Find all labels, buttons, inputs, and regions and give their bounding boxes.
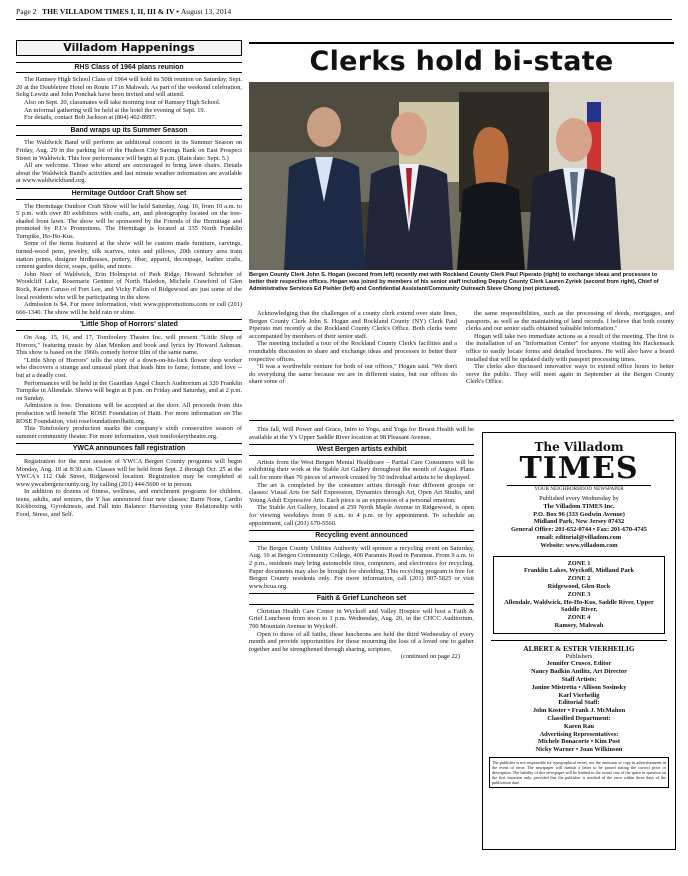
paragraph: Artists from the West Bergen Mental Healthcare – Partial Care Consumers will be exhibiting their work at the Stable Art Gallery throughout the month of August. Plans call for more than 70 pieces of artwork created by 50 individual artists to be displayed. — [249, 458, 474, 481]
middle-column — [249, 426, 474, 661]
masthead-pub-line: Published every Wednesday by — [539, 495, 619, 502]
publishers-names: ALBERT & ESTER VIERHEILIG — [523, 643, 635, 653]
paragraph: Open to those of all faiths, these luncheons are held the third Wednesday of every month and provide opportunities for those mourning the loss of a loved one to gather together and be strengthened through sharing, scripture, — [249, 630, 474, 653]
paragraph: The Hermitage Outdoor Craft Show will be held Saturday, Aug. 16, from 10 a.m. to 5 p.m. with over 80 exhibitors with crafts, art, and photography located on the tree-shaded front lawn. The show will be sponsored by the Friends of the Hermitage and promoted by P.J.'s Promotions. The Hermitage is located at 335 North Franklin Turnpike, Ho-Ho-Kus. — [16, 202, 242, 240]
headline-band: Band wraps up its Summer Season — [16, 125, 242, 137]
continued-note: (continued on page 22) — [400, 653, 460, 661]
staff-artists: Janine Mistretta • Allison Sosinsky — [531, 683, 627, 691]
paragraph: Some of the items featured at the show will be custom made furniture, carvings, turned-wood pens, jewelry, silk scarves, totes and pillows, 20th century area train station prints, designer birdhouses, pottery, fiber, apparel, decoupage, leather crafts, cement garden décor, soaps, quilts, and more. — [16, 240, 242, 271]
masthead-the: The Villadom — [534, 440, 624, 454]
masthead-tagline: YOUR NEIGHBORHOOD NEWSPAPER — [507, 485, 651, 493]
zone-name: ZONE 4 — [567, 614, 591, 622]
paragraph: The Bergen County Utilities Authority will sponsor a recycling event on Saturday, Aug. 16 at Bergen Community College, 400 Paramus Road in Paramus. From 9 a.m. to 2 p.m., residents may bring automobile tires, computers, and electronics for recycling. Paper documents may also be brought for shredding. This recycling program is free for Bergen County residents only. For more information, call (201) 807-5825 or visit www.bcua.org. — [249, 544, 474, 590]
paragraph: Hogan will take two immediate actions as a result of the meeting. The first is the installation of an "Information Center" for anyone visiting his Hackensack office to easily locate forms and detailed brochures. He will also have a board installed that will be updated daily with passport processing times. — [466, 332, 674, 363]
editorial-staff-label: Editorial Staff: — [558, 699, 600, 707]
paragraph: The Stable Art Gallery, located at 259 North Maple Avenue in Ridgewood, is open for viewing weekdays from 9 a.m. to 4 p.m. or by appointment. To schedule an appointment, call (201) 670-5560. — [249, 504, 474, 527]
section-banner: Villadom Happenings — [16, 40, 242, 56]
paragraph: "Little Shop of Horrors" tells the story of a down-on-his-luck flower shop worker who discovers a strange and unusual plant that leads him to fame, fortune, and love -- but at a deadly cost. — [16, 356, 242, 379]
classified-staff: Karen Rau — [563, 722, 595, 730]
liability-notice: The publisher is not responsible for typographical errors, nor the omission of copy in advertisements in the event of error. The newspaper will furnish a letter to be posted stating the correct price or description. The liability of this newspaper will be limited to the actual cost of the space in question on the first insertion only, provided that the publisher is notified of the error within three days of the publication date. — [489, 757, 669, 788]
photo-illustration — [249, 82, 674, 270]
paragraph: Admission is free. Donations will be accepted at the door. All proceeds from this production will benefit The ROSE Foundation of Haiti. For more information on The ROSE Foundation, visit rosefoundationofhaiti.org. — [16, 402, 242, 425]
masthead-box — [482, 432, 676, 850]
paragraph: Acknowledging that the challenges of a county clerk extend over state lines, Bergen County Clerk John S. Hogan and Rockland County (NY) Clerk Paul Piperato met recently at the Rockland County Clerk's Office. Both clerks were accompanied by members of their senior staff. — [249, 310, 457, 340]
feature-headline: Clerks hold bi-state — [249, 42, 674, 82]
editorial-staff: John Koster • Frank J. McMahon — [532, 707, 626, 715]
paragraph: In addition to dozens of fitness, wellness, and enrichment programs for children, teens, adults, and seniors, the Y has announced four new classes: Barre None, Cardio Kickboxing, Gyrokinesis, and Fall into Balance: Harvesting your Relationship with Food, Stress, and Self. — [16, 488, 242, 519]
classified-label: Classified Department: — [547, 714, 611, 722]
zone-towns: Allendale, Waldwick, Ho-Ho-Kus, Saddle River, Upper Saddle River, — [504, 598, 654, 614]
masthead-email: email: editorial@villadom.com — [536, 533, 622, 541]
paragraph: This Tomfoolery production marks the company's sixth consecutive season of summer community theater. For more information, visit tomfoolerytheatre.org. — [16, 425, 242, 440]
zones-box — [493, 556, 665, 634]
headline-artists: West Bergen artists exhibit — [249, 444, 474, 456]
paragraph: The Waldwick Band will perform an additional concert in its Summer Season on Friday, Aug. 29 in the parking lot of the Hudson City Savings Bank on East Prospect Street in Waldwick. This free performance will begin at 8 p.m. (Rain date: Sept. 5.) — [16, 139, 242, 162]
headline-reunion: RHS Class of 1964 plans reunion — [16, 62, 242, 74]
masthead-website: Website: www.villadom.com — [540, 541, 618, 549]
masthead-logo: TIMES — [519, 451, 639, 486]
paragraph: Registration for the next session of YWCA Bergen County programs will begin Monday, Aug. 18 at 8:30 a.m. Classes will be held from Sept. 2 through Oct. 25 at the YWCA's 112 Oak Street, Ridgewood location. Registration may be completed at www.ywcabergencounty.org, by calling (201) 444-5600 or in person. — [16, 457, 242, 488]
zone-name: ZONE 2 — [567, 575, 591, 583]
paragraph: This fall, Will Power and Grace, Intro to Yoga, and Yoga for Breast Health will be available at the Y's Upper Saddle River location at 98 Pleasant Avenue. — [249, 426, 474, 441]
headline-luncheon: Faith & Grief Luncheon set — [249, 593, 474, 605]
running-header — [16, 7, 231, 16]
header-separator: • — [176, 7, 179, 16]
issue-date: August 13, 2014 — [180, 7, 232, 16]
staff-artists-label: Staff Artists: — [561, 675, 597, 683]
feature-col-1 — [249, 310, 457, 386]
zone-name: ZONE 3 — [567, 590, 591, 598]
zone-towns: Franklin Lakes, Wyckoff, Midland Park — [523, 567, 635, 575]
left-column — [16, 40, 242, 519]
feature-col-2 — [466, 310, 674, 386]
editor-line: Jennifer Crusco, Editor — [546, 660, 612, 668]
headline-little-shop: 'Little Shop of Horrors' slated — [16, 319, 242, 331]
masthead-pub-line: The Villadom TIMES Inc. — [543, 502, 615, 510]
advertising-label: Advertising Representatives: — [539, 730, 619, 738]
paragraph: The art is completed by the consumer artists through four different groups or classes: Visual Arts for Self Expression, Dynamics through Art, Open Art Studio, and Young Adult Expressive Arts. Each piece is an expression of a personal emotion. — [249, 481, 474, 504]
zone-towns: Ramsey, Mahwah — [554, 621, 604, 629]
feature-rule — [249, 420, 674, 421]
paragraph: Christian Health Care Center in Wyckoff and Valley Hospice will host a Faith & Grief Luncheon from noon to 1 p.m. Wednesday, Aug. 20, in the CHCC Auditorium, 700 Mountain Avenue in Wyckoff. — [249, 607, 474, 631]
staff-artists: Karl Vierheilig — [558, 691, 600, 699]
paragraph: The clerks also discussed innovative ways to extend office hours to better serve the public. They will meet again in September at the Bergen County Clerk's Office. — [466, 363, 674, 386]
page-number: Page 2 — [16, 7, 37, 16]
paragraph: Admission is $4. For more information, visit www.pjspromotions.com or call (201) 666-1340. The show will be held rain or shine. — [16, 301, 242, 316]
paragraph: The meeting included a tour of the Rockland County Clerk's facilities and a roundtable discussion to share and exchange ideas and processes to better their respective offices. — [249, 340, 457, 363]
headline-recycling: Recycling event announced — [249, 530, 474, 542]
headline-ywca: YWCA announces fall registration — [16, 443, 242, 455]
header-rule — [16, 19, 672, 20]
publishers-label: Publishers — [565, 652, 593, 660]
photo-caption: Bergen County Clerk John S. Hogan (second from left) recently met with Rockland County Clerk Paul Piperato (right) to exchange ideas and processes to better their respective offices. Hogan was joined by members of his senior staff including Deputy County Clerk Lauren Zyriek (second from right), Chief of Administrative Services Ed Piehler (left) and Confidential Assistant/Community Outreach Steve Chong (not pictured). — [249, 272, 659, 292]
paragraph: Also on Sept. 20, classmates will take morning tour of Ramsey High School. — [24, 98, 221, 106]
paragraph: John Neer of Waldwick, Erin Holmqvist of Park Ridge, Howard Schrieber of Woodcliff Lake, Rosemarie Gentner of North Haledon, Michele Crawford of Glen Rock, Karen Caruso of Fort Lee, and Vicky Fallon of Ridgewood are just some of the local residents who will be participating in the show. — [16, 270, 242, 301]
paragraph: the same responsibilities, such as the processing of deeds, mortgages, and passports, as well as the maintaining of land records. I believe that both county clerks and our senior staffs obtained valuable information." — [466, 310, 674, 333]
masthead-pub-line: P.O. Box 96 (333 Godwin Avenue) — [533, 510, 625, 518]
zone-towns: Ridgewood, Glen Rock — [547, 582, 611, 590]
paragraph: All are welcome. Those who attend are encouraged to bring lawn chairs. Details about the Waldwick Band's activities and last minute weather information are available at www.waldwickband.org. — [16, 162, 242, 185]
headline-craft-show: Hermitage Outdoor Craft Show set — [16, 188, 242, 200]
paragraph: Performances will be held in the Guardian Angel Church Auditorium at 320 Franklin Turnpike in Allendale. Shows will begin at 8 p.m. on Friday and Saturday, and at 2 p.m. on Sunday. — [16, 379, 242, 402]
advertising-reps: Nicky Warner • Joan Wilkinson — [535, 746, 623, 754]
masthead-pub-line: Midland Park, New Jersey 07432 — [533, 518, 625, 526]
masthead-pub-line: General Office: 201-652-0744 • Fax: 201-670-4745 — [511, 526, 647, 534]
paragraph: On Aug. 15, 16, and 17, Tomfoolery Theatre Inc. will present "Little Shop of Horrors," featuring music by Alan Menken and book and lyrics by Howard Ashman. This show is based on the 1960s comedy horror film of the same name. — [16, 334, 242, 357]
paper-name: THE VILLADOM TIMES I, II, III & IV — [42, 7, 175, 16]
paragraph: The Ramsey High School Class of 1964 will hold its 50th reunion on Saturday, Sept. 20 at the Doubletree Hotel on Route 17 in Mahwah. As part of the weekend celebration, Selig Lewitz and John Ponchak have been invited and will attend. — [16, 76, 242, 99]
zone-name: ZONE 1 — [567, 559, 591, 567]
paragraph: An informal gathering will be held at the hotel the evening of Sept. 19. — [24, 106, 206, 114]
advertising-reps: Michele Bonacorte • Kim Post — [537, 738, 621, 746]
feature-photo — [249, 82, 674, 270]
paragraph: "It was a worthwhile venture for both of our offices," Hogan said. "We don't do everything the same because we are in different states, but our offices do share some of — [249, 363, 457, 386]
art-director-line: Nancy Badkin Antlitz, Art Director — [531, 668, 627, 676]
paragraph: For details, contact Bob Jackson at (804) 402-8997. — [24, 114, 157, 122]
